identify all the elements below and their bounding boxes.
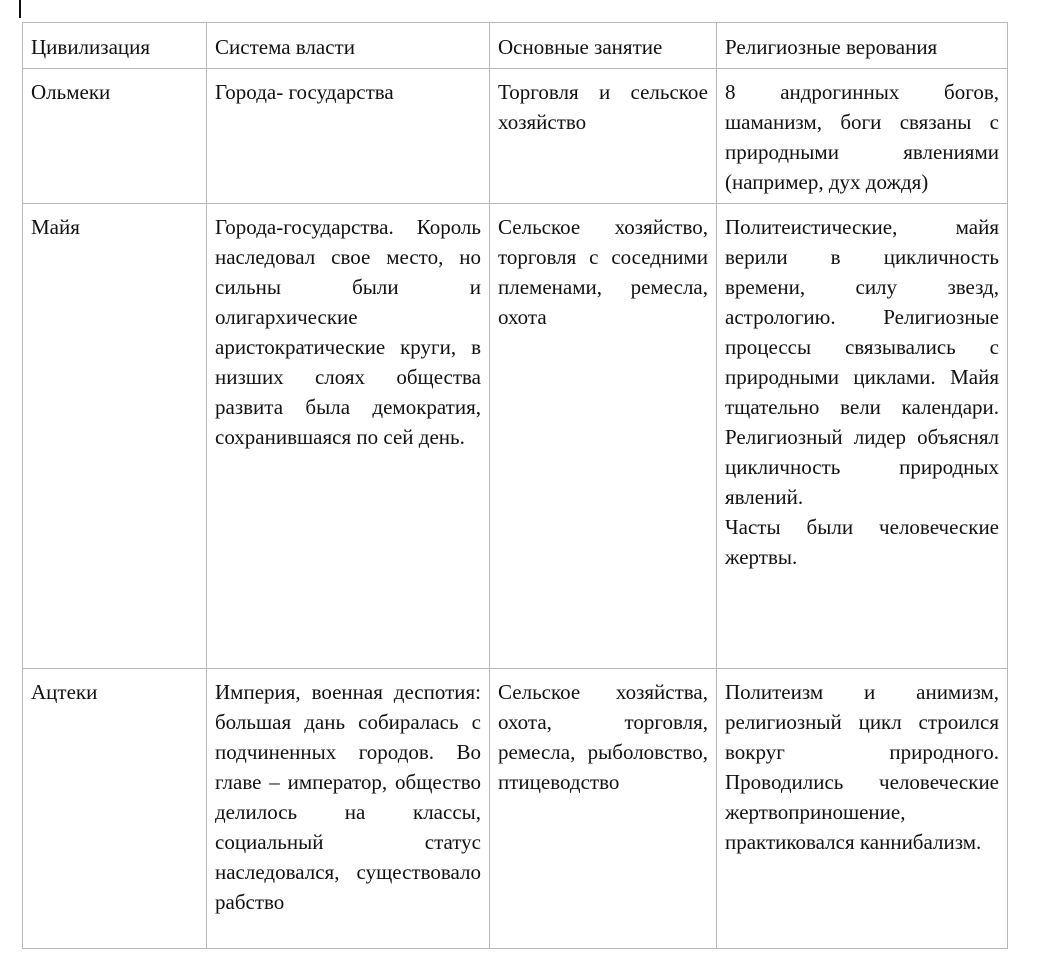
table-row bbox=[23, 69, 1008, 204]
header-civilization: Цивилизация bbox=[23, 23, 207, 69]
religion-paragraph: Политеизм и анимизм, религиозный цикл строился вокруг природного. Проводились человеческие жертвоприношение, практиковался каннибализм. bbox=[725, 680, 999, 854]
civilizations-table bbox=[22, 22, 1008, 949]
government-cell: Города- государства bbox=[207, 69, 490, 204]
government-cell: Империя, военная деспотия: большая дань собиралась с подчиненных городов. Во главе – император, общество делилось на классы, социальный статус наследовался, существовало рабство bbox=[207, 669, 490, 949]
government-cell: Города-государства. Король наследовал свое место, но сильны были и олигархические аристократические круги, в низших слоях общества развита была демократия, сохранившаяся по сей день. bbox=[207, 204, 490, 669]
header-religion: Религиозные верования bbox=[717, 23, 1008, 69]
religion-cell bbox=[717, 69, 1008, 204]
header-row bbox=[23, 23, 1008, 69]
religion-paragraph: Политеистические, майя верили в цикличность времени, силу звезд, астрологию. Религиозные процессы связывались с природными циклами. Майя тщательно вели календари. Религиозный лидер объяснял цикличность природных явлений. bbox=[725, 215, 999, 509]
religion-cell bbox=[717, 669, 1008, 949]
civilization-cell: Ацтеки bbox=[23, 669, 207, 949]
religion-cell bbox=[717, 204, 1008, 669]
occupation-cell: Сельское хозяйства, охота, торговля, ремесла, рыболовство, птицеводство bbox=[490, 669, 717, 949]
civilization-cell: Майя bbox=[23, 204, 207, 669]
civilization-cell: Ольмеки bbox=[23, 69, 207, 204]
occupation-cell: Торговля и сельское хозяйство bbox=[490, 69, 717, 204]
text-cursor bbox=[19, 0, 21, 18]
table-row bbox=[23, 204, 1008, 669]
header-government: Система власти bbox=[207, 23, 490, 69]
occupation-cell: Сельское хозяйство, торговля с соседними племенами, ремесла, охота bbox=[490, 204, 717, 669]
religion-paragraph: 8 андрогинных богов, шаманизм, боги связаны с природными явлениями (например, дух дождя) bbox=[725, 80, 999, 194]
religion-paragraph: Часты были человеческие жертвы. bbox=[725, 515, 999, 569]
header-occupation: Основные занятие bbox=[490, 23, 717, 69]
table-row bbox=[23, 669, 1008, 949]
